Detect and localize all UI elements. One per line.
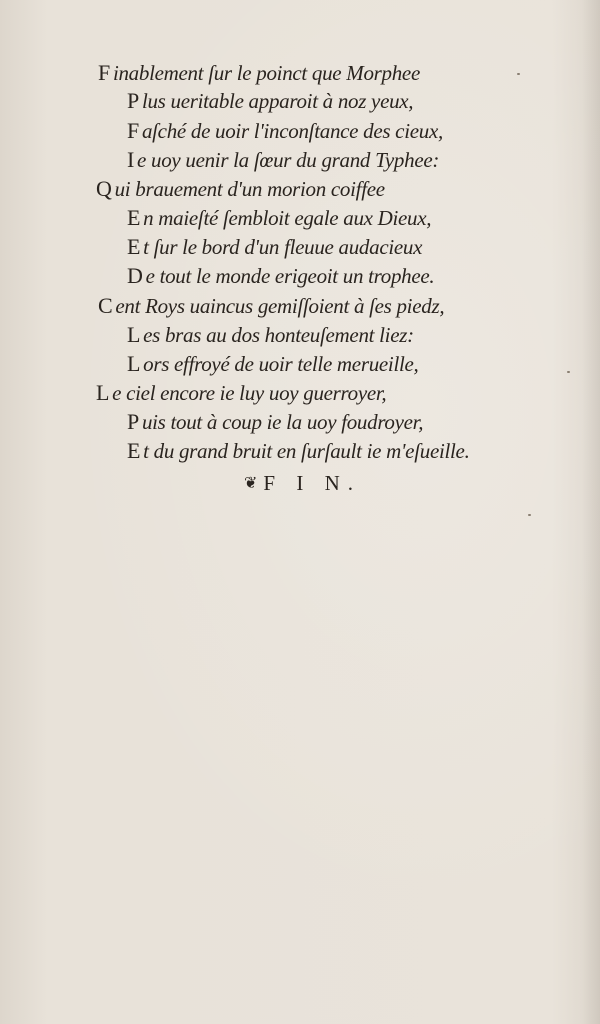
initial-letter: L: [96, 380, 110, 405]
page-edge-shadow: [582, 0, 600, 1024]
line-text: t du grand bruit en ſurſault ie m'eſueille.: [143, 439, 470, 463]
initial-letter: C: [98, 293, 113, 318]
initial-letter: E: [127, 234, 141, 259]
line-text: n maieſté ſembloit egale aux Dieux,: [143, 206, 432, 230]
initial-letter: P: [127, 409, 139, 434]
initial-letter: F: [98, 60, 110, 85]
line-text: inablement ſur le poinct que Morphee: [112, 61, 420, 85]
poem-line: [98, 62, 420, 84]
initial-letter: D: [127, 263, 143, 288]
initial-letter: Q: [96, 176, 112, 201]
poem-line: [127, 440, 470, 462]
initial-letter: P: [127, 88, 139, 113]
poem-line: [127, 265, 434, 287]
line-text: ui brauement d'un morion coiffee: [114, 177, 385, 201]
poem-line: [127, 149, 439, 171]
initial-letter: E: [127, 438, 141, 463]
poem-line: [96, 178, 385, 200]
poem-line: [127, 207, 431, 229]
line-text: e tout le monde erigeoit un trophee.: [145, 264, 435, 288]
initial-letter: E: [127, 205, 141, 230]
line-text: ors effroyé de uoir telle merueille,: [143, 352, 419, 376]
poem-line: [127, 353, 419, 375]
poem-line: [127, 120, 443, 142]
line-text: aſché de uoir l'inconſtance des cieux,: [141, 119, 443, 143]
poem-line: [127, 411, 423, 433]
line-text: t ſur le bord d'un fleuue audacieux: [143, 235, 423, 259]
paper-speck: [567, 371, 570, 373]
initial-letter: L: [127, 322, 141, 347]
poem-line: [127, 324, 414, 346]
poem-line: [127, 90, 413, 112]
line-text: uis tout à coup ie la uoy foudroyer,: [141, 410, 424, 434]
initial-letter: F: [127, 118, 139, 143]
fleuron-icon: ❦: [244, 475, 258, 492]
paper-speck: [517, 73, 520, 75]
fin-colophon: [244, 471, 361, 496]
line-text: ent Roys uaincus gemiſſoient à ſes piedz,: [115, 294, 445, 318]
line-text: lus ueritable apparoit à noz yeux,: [141, 89, 414, 113]
initial-letter: I: [127, 147, 135, 172]
poem-line: [96, 382, 386, 404]
poem-line: [127, 236, 422, 258]
paper-speck: [528, 514, 531, 516]
fin-text: F I N.: [263, 471, 361, 495]
line-text: e uoy uenir la ſœur du grand Typhee:: [137, 148, 440, 172]
poem-line: [98, 295, 444, 317]
line-text: e ciel encore ie luy uoy guerroyer,: [112, 381, 387, 405]
initial-letter: L: [127, 351, 141, 376]
line-text: es bras au dos honteuſement liez:: [143, 323, 414, 347]
